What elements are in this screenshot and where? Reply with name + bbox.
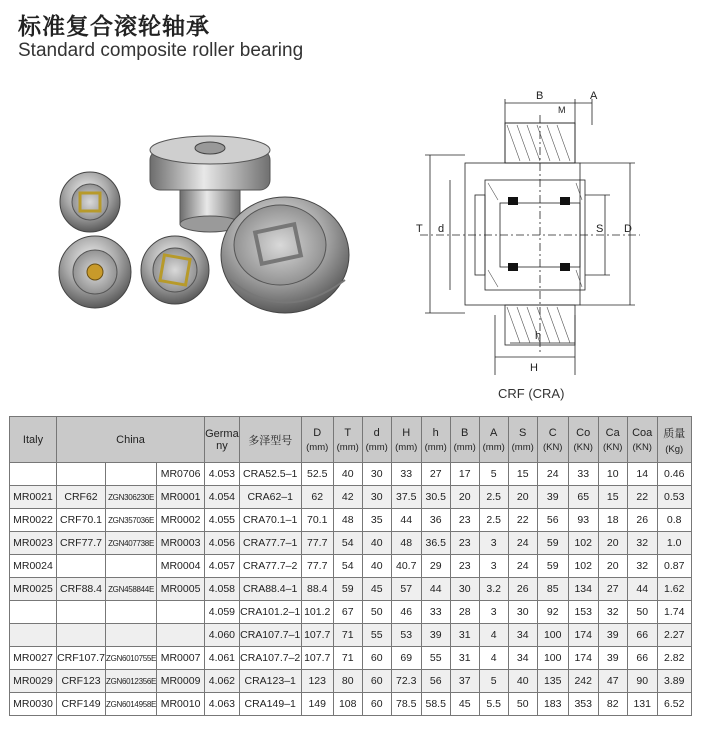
cell-china-mr: MR0009 [157,670,205,693]
table-row [10,601,692,624]
cell-C: 59 [537,532,568,555]
cell-T: 42 [333,486,362,509]
header-D: D (mm) [301,417,333,463]
table-row [10,647,692,670]
cell-h: 33 [421,601,450,624]
cell-italy: MR0029 [10,670,57,693]
cell-T: 40 [333,463,362,486]
cell-C: 92 [537,601,568,624]
bearing-large [221,197,349,313]
cell-china-zgn [106,555,157,578]
cell-italy: MR0023 [10,532,57,555]
cell-china-zgn [106,463,157,486]
cell-china-zgn: ZGN306230E [106,486,157,509]
cell-h: 27 [421,463,450,486]
header-germany [205,417,240,463]
header-germany-line2: ny [216,439,228,452]
cell-china-crf: CRF62 [57,486,106,509]
cell-C: 183 [537,693,568,716]
cell-duoze-model: CRA107.7–1 [239,624,301,647]
cell-B: 45 [450,693,479,716]
cell-Ca: 15 [598,486,627,509]
cell-Co: 353 [568,693,598,716]
cell-B: 23 [450,555,479,578]
cell-d: 35 [362,509,391,532]
page-title-chinese: 标准复合滚轮轴承 [18,14,210,40]
cell-S: 34 [508,647,537,670]
cell-Ca: 32 [598,601,627,624]
cell-D: 77.7 [301,532,333,555]
cell-d: 30 [362,463,391,486]
cell-duoze-model: CRA149–1 [239,693,301,716]
cell-C: 24 [537,463,568,486]
dim-label-d: d [438,223,445,235]
cell-H: 40.7 [391,555,421,578]
cell-germany: 4.060 [205,624,240,647]
cell-h: 36.5 [421,532,450,555]
cell-B: 30 [450,578,479,601]
header-Co: Co (KN) [568,417,598,463]
cell-duoze-model: CRA62–1 [239,486,301,509]
header-Ca: Ca (KN) [598,417,627,463]
cell-duoze-model: CRA70.1–1 [239,509,301,532]
cell-Co: 134 [568,578,598,601]
dim-label-S: S [596,223,604,235]
cell-Co: 65 [568,486,598,509]
cell-H: 72.3 [391,670,421,693]
cell-B: 20 [450,486,479,509]
cell-Coa: 66 [627,647,657,670]
cell-mass: 6.52 [657,693,691,716]
cell-C: 100 [537,647,568,670]
cell-duoze-model: CRA107.7–2 [239,647,301,670]
cell-china-crf: CRF107.7 [57,647,106,670]
cell-S: 15 [508,463,537,486]
cell-A: 5 [479,670,508,693]
cell-germany: 4.054 [205,486,240,509]
cell-china-mr [157,601,205,624]
cell-A: 5 [479,463,508,486]
dim-label-h: h [535,330,542,342]
cell-S: 20 [508,486,537,509]
cell-italy [10,601,57,624]
header-h: h (mm) [421,417,450,463]
table-row [10,509,692,532]
cell-h: 55 [421,647,450,670]
cell-D: 107.7 [301,624,333,647]
cell-Co: 174 [568,647,598,670]
cell-china-crf [57,463,106,486]
cell-Coa: 131 [627,693,657,716]
cell-mass: 0.46 [657,463,691,486]
cell-china-mr: MR0004 [157,555,205,578]
cell-Co: 174 [568,624,598,647]
cell-D: 123 [301,670,333,693]
cell-duoze-model: CRA123–1 [239,670,301,693]
header-germany-line1: Germa [205,427,239,440]
cell-Ca: 10 [598,463,627,486]
cell-duoze-model: CRA77.7–2 [239,555,301,578]
cell-B: 31 [450,624,479,647]
cell-china-mr [157,624,205,647]
cell-S: 50 [508,693,537,716]
drawing-caption: CRF (CRA) [498,386,565,401]
cell-germany: 4.057 [205,555,240,578]
dim-label-A: A [590,90,598,102]
table-row [10,693,692,716]
cell-china-zgn: ZGN458844E [106,578,157,601]
bearing-small-2 [59,236,131,308]
cell-Ca: 20 [598,532,627,555]
cell-Coa: 22 [627,486,657,509]
cell-mass: 2.82 [657,647,691,670]
cell-china-crf: CRF77.7 [57,532,106,555]
table-header-row [10,417,692,463]
cell-d: 30 [362,486,391,509]
page-title-english: Standard composite roller bearing [18,40,304,61]
header-d: d (mm) [362,417,391,463]
header-C: C (KN) [537,417,568,463]
header-A: A (mm) [479,417,508,463]
cell-S: 24 [508,532,537,555]
cell-italy [10,624,57,647]
cell-Co: 153 [568,601,598,624]
header-mass: 质量 (Kg) [657,417,691,463]
dim-label-H: H [530,362,538,374]
cell-germany: 4.056 [205,532,240,555]
cell-B: 17 [450,463,479,486]
header-T: T (mm) [333,417,362,463]
cell-italy: MR0030 [10,693,57,716]
header-Coa: Coa (KN) [627,417,657,463]
cell-D: 70.1 [301,509,333,532]
cell-S: 30 [508,601,537,624]
cell-china-crf [57,624,106,647]
bearing-small-3 [141,236,209,304]
cell-italy: MR0025 [10,578,57,601]
cell-Co: 242 [568,670,598,693]
cell-d: 40 [362,532,391,555]
cell-C: 85 [537,578,568,601]
cell-B: 31 [450,647,479,670]
cell-H: 69 [391,647,421,670]
cell-mass: 1.62 [657,578,691,601]
dim-label-B: B [536,90,544,102]
table-row [10,555,692,578]
cell-china-mr: MR0001 [157,486,205,509]
cell-H: 48 [391,532,421,555]
cell-A: 3.2 [479,578,508,601]
cell-d: 55 [362,624,391,647]
cell-A: 4 [479,624,508,647]
cell-mass: 1.0 [657,532,691,555]
cell-china-zgn: ZGN407738E [106,532,157,555]
cell-S: 26 [508,578,537,601]
cell-H: 33 [391,463,421,486]
cell-china-mr: MR0003 [157,532,205,555]
cell-D: 77.7 [301,555,333,578]
cell-A: 2.5 [479,509,508,532]
cell-A: 3 [479,532,508,555]
cell-italy: MR0021 [10,486,57,509]
cell-china-zgn [106,601,157,624]
cell-china-zgn: ZGN6010755E [106,647,157,670]
cell-duoze-model: CRA88.4–1 [239,578,301,601]
cell-china-mr: MR0007 [157,647,205,670]
cell-mass: 0.87 [657,555,691,578]
cell-china-crf: CRF88.4 [57,578,106,601]
header-china: China [57,417,205,463]
dim-label-M: M [558,105,566,115]
cell-D: 88.4 [301,578,333,601]
cell-mass: 0.8 [657,509,691,532]
cell-italy: MR0024 [10,555,57,578]
cell-T: 108 [333,693,362,716]
dim-label-T: T [416,223,423,235]
cell-C: 39 [537,486,568,509]
cell-china-crf [57,555,106,578]
cell-B: 23 [450,532,479,555]
table-row [10,578,692,601]
cell-china-mr: MR0010 [157,693,205,716]
cell-germany: 4.062 [205,670,240,693]
cell-italy [10,463,57,486]
cell-mass: 1.74 [657,601,691,624]
cell-D: 107.7 [301,647,333,670]
cell-china-zgn [106,624,157,647]
cell-Coa: 26 [627,509,657,532]
cell-H: 78.5 [391,693,421,716]
cell-C: 59 [537,555,568,578]
cell-Co: 102 [568,532,598,555]
cell-germany: 4.059 [205,601,240,624]
cell-Co: 33 [568,463,598,486]
cell-T: 48 [333,509,362,532]
cell-h: 29 [421,555,450,578]
cell-Coa: 32 [627,555,657,578]
cell-china-zgn: ZGN357036E [106,509,157,532]
cell-h: 36 [421,509,450,532]
cell-h: 58.5 [421,693,450,716]
header-B: B (mm) [450,417,479,463]
cell-T: 54 [333,555,362,578]
cell-Ca: 47 [598,670,627,693]
cell-germany: 4.061 [205,647,240,670]
cell-D: 149 [301,693,333,716]
cell-Ca: 39 [598,647,627,670]
cell-T: 80 [333,670,362,693]
cell-T: 67 [333,601,362,624]
table-row [10,486,692,509]
cell-germany: 4.063 [205,693,240,716]
cell-germany: 4.055 [205,509,240,532]
cell-china-mr: MR0005 [157,578,205,601]
header-duoze-model: 多泽型号 [239,417,301,463]
cell-B: 28 [450,601,479,624]
cell-china-crf: CRF123 [57,670,106,693]
cell-C: 135 [537,670,568,693]
table-row [10,463,692,486]
cell-D: 62 [301,486,333,509]
cell-H: 53 [391,624,421,647]
cell-china-zgn: ZGN6014958E [106,693,157,716]
cell-h: 44 [421,578,450,601]
cell-H: 46 [391,601,421,624]
cell-Ca: 82 [598,693,627,716]
cell-D: 101.2 [301,601,333,624]
cell-mass: 2.27 [657,624,691,647]
cell-C: 100 [537,624,568,647]
header-italy: Italy [10,417,57,463]
cell-Ca: 18 [598,509,627,532]
table-row [10,532,692,555]
cell-S: 40 [508,670,537,693]
cell-d: 50 [362,601,391,624]
technical-drawing [410,85,650,385]
spec-table-body [10,463,692,716]
cell-H: 37.5 [391,486,421,509]
cell-T: 71 [333,624,362,647]
cell-china-mr: MR0002 [157,509,205,532]
cell-china-crf [57,601,106,624]
cell-A: 4 [479,647,508,670]
dim-label-D: D [624,223,632,235]
cell-S: 34 [508,624,537,647]
cell-A: 2.5 [479,486,508,509]
cell-B: 23 [450,509,479,532]
spec-table [9,416,692,716]
table-row [10,670,692,693]
cell-A: 3 [479,601,508,624]
cell-A: 3 [479,555,508,578]
cell-T: 71 [333,647,362,670]
cell-china-crf: CRF70.1 [57,509,106,532]
bearing-small-1 [60,172,120,232]
cell-B: 37 [450,670,479,693]
cell-C: 56 [537,509,568,532]
cell-T: 54 [333,532,362,555]
cell-mass: 3.89 [657,670,691,693]
cell-Ca: 39 [598,624,627,647]
cell-d: 60 [362,693,391,716]
cell-Coa: 50 [627,601,657,624]
cell-d: 60 [362,670,391,693]
cell-d: 45 [362,578,391,601]
cell-Ca: 27 [598,578,627,601]
cell-T: 59 [333,578,362,601]
cell-italy: MR0022 [10,509,57,532]
cell-h: 56 [421,670,450,693]
cell-h: 39 [421,624,450,647]
cell-H: 44 [391,509,421,532]
cell-china-mr: MR0706 [157,463,205,486]
cell-duoze-model: CRA101.2–1 [239,601,301,624]
cell-mass: 0.53 [657,486,691,509]
cell-A: 5.5 [479,693,508,716]
cell-H: 57 [391,578,421,601]
cell-d: 60 [362,647,391,670]
cell-duoze-model: CRA77.7–1 [239,532,301,555]
cell-S: 22 [508,509,537,532]
cell-Coa: 90 [627,670,657,693]
cell-Coa: 66 [627,624,657,647]
cell-Co: 102 [568,555,598,578]
cell-china-crf: CRF149 [57,693,106,716]
cell-germany: 4.053 [205,463,240,486]
cell-Ca: 20 [598,555,627,578]
cell-Co: 93 [568,509,598,532]
table-row [10,624,692,647]
cell-germany: 4.058 [205,578,240,601]
cell-h: 30.5 [421,486,450,509]
cell-Coa: 32 [627,532,657,555]
cell-Coa: 44 [627,578,657,601]
header-S: S (mm) [508,417,537,463]
cell-china-zgn: ZGN6012356E [106,670,157,693]
cell-Coa: 14 [627,463,657,486]
cell-duoze-model: CRA52.5–1 [239,463,301,486]
header-H: H (mm) [391,417,421,463]
cell-d: 40 [362,555,391,578]
cell-italy: MR0027 [10,647,57,670]
cell-S: 24 [508,555,537,578]
product-photo [50,120,360,320]
cell-D: 52.5 [301,463,333,486]
